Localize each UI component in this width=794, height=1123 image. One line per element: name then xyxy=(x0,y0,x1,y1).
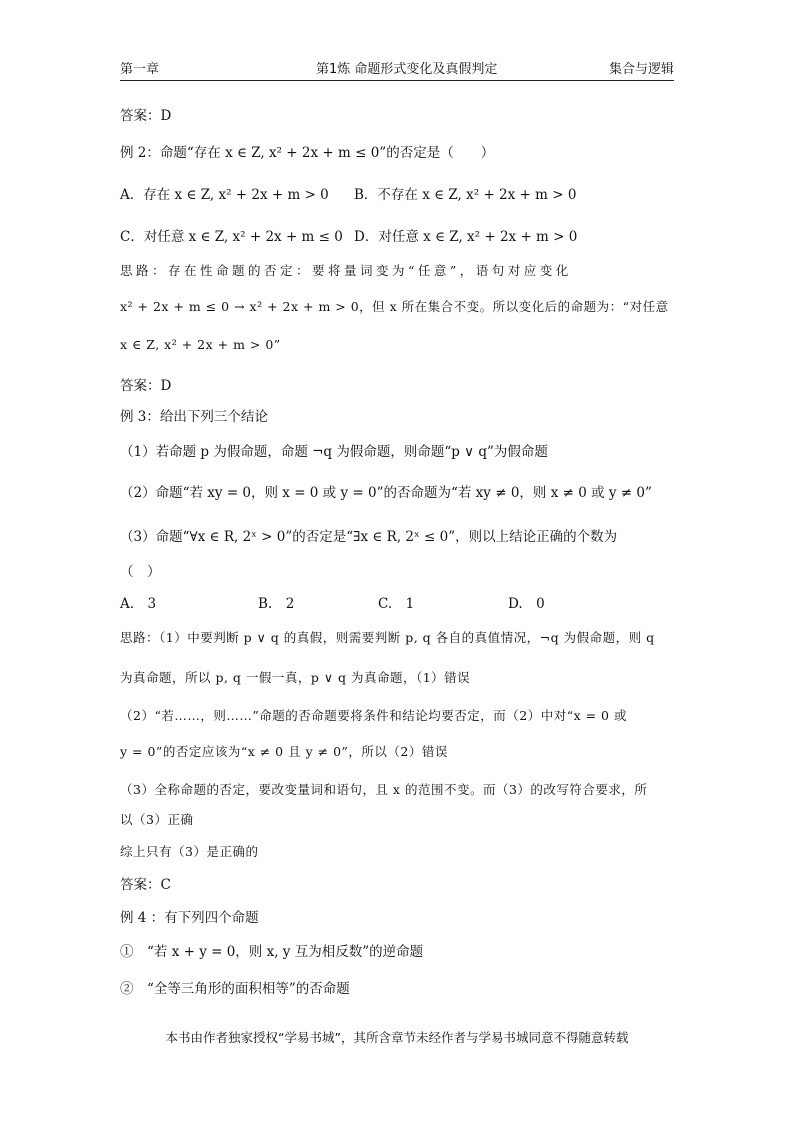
option-c: C. 1 xyxy=(378,596,415,612)
header-topic: 集合与逻辑 xyxy=(608,62,674,77)
statement-2: （2）命题“若 xy = 0，则 x = 0 或 y = 0”的否命题为“若 xy ≠ 0，则 x ≠ 0 或 y ≠ 0” xyxy=(120,485,652,501)
solution-text: x² + 2x + m ≤ 0 → x² + 2x + m > 0，但 x 所在集合不变。所以变化后的命题为：“对任意 xyxy=(120,299,669,314)
solution-text: 为真命题，所以 p, q 一假一真，p ∨ q 为真命题，（1）错误 xyxy=(120,670,471,685)
header-chapter: 第一章 xyxy=(120,62,160,77)
answer-line: 答案：D xyxy=(120,108,172,124)
solution-text: 思路：（1）中要判断 p ∨ q 的真假，则需要判断 p, q 各自的真值情况，¬q 为假命题，则 q xyxy=(120,630,655,645)
option-d: D．对任意 x ∈ Z, x² + 2x + m > 0 xyxy=(354,229,578,245)
solution-text: 思路：存在性命题的否定：要将量词变为“任意”，语句对应变化 xyxy=(120,263,572,278)
solution-text: y = 0”的否定应该为“x ≠ 0 且 y ≠ 0”，所以（2）错误 xyxy=(120,744,448,759)
solution-text: 综上只有（3）是正确的 xyxy=(120,844,259,859)
solution-text: 以（3）正确 xyxy=(120,812,194,827)
option-c: C．对任意 x ∈ Z, x² + 2x + m ≤ 0 xyxy=(120,229,343,245)
solution-text: （3）全称命题的否定，要改变量词和语句，且 x 的范围不变。而（3）的改写符合要求，所 xyxy=(120,782,648,797)
answer-line: 答案：D xyxy=(120,378,172,394)
option-a: A. 3 xyxy=(120,596,157,612)
example-4-question: 例 4 ：有下列四个命题 xyxy=(120,910,259,926)
answer-line: 答案：C xyxy=(120,877,171,893)
header-section-title: 第1炼 命题形式变化及真假判定 xyxy=(316,62,498,77)
answer-blank: （ ） xyxy=(120,564,161,580)
copyright-footer: 本书由作者独家授权“学易书城”，其所含章节未经作者与学易书城同意不得随意转载 xyxy=(165,1030,629,1045)
option-d: D. 0 xyxy=(508,596,545,612)
page-header xyxy=(120,58,674,78)
proposition-1: ① “若 x + y = 0，则 x, y 互为相反数”的逆命题 xyxy=(120,944,424,960)
statement-1: （1）若命题 p 为假命题，命题 ¬q 为假命题，则命题“p ∨ q”为假命题 xyxy=(120,444,548,460)
statement-3: （3）命题“∀x ∈ R, 2ˣ > 0”的否定是“∃x ∈ R, 2ˣ ≤ 0”，则以上结论正确的个数为 xyxy=(120,529,618,545)
solution-text: （2）“若……，则……”命题的否命题要将条件和结论均要否定，而（2）中对“x = 0 或 xyxy=(120,708,627,723)
header-rule xyxy=(120,80,674,81)
proposition-2: ② “全等三角形的面积相等”的否命题 xyxy=(120,981,350,997)
option-b: B. 2 xyxy=(258,596,295,612)
example-3-question: 例 3：给出下列三个结论 xyxy=(120,409,268,425)
option-b: B．不存在 x ∈ Z, x² + 2x + m > 0 xyxy=(354,187,577,203)
option-a: A．存在 x ∈ Z, x² + 2x + m > 0 xyxy=(120,187,329,203)
example-2-question: 例 2：命题“存在 x ∈ Z, x² + 2x + m ≤ 0”的否定是（ ） xyxy=(120,145,495,161)
solution-text: x ∈ Z, x² + 2x + m > 0” xyxy=(120,337,281,352)
